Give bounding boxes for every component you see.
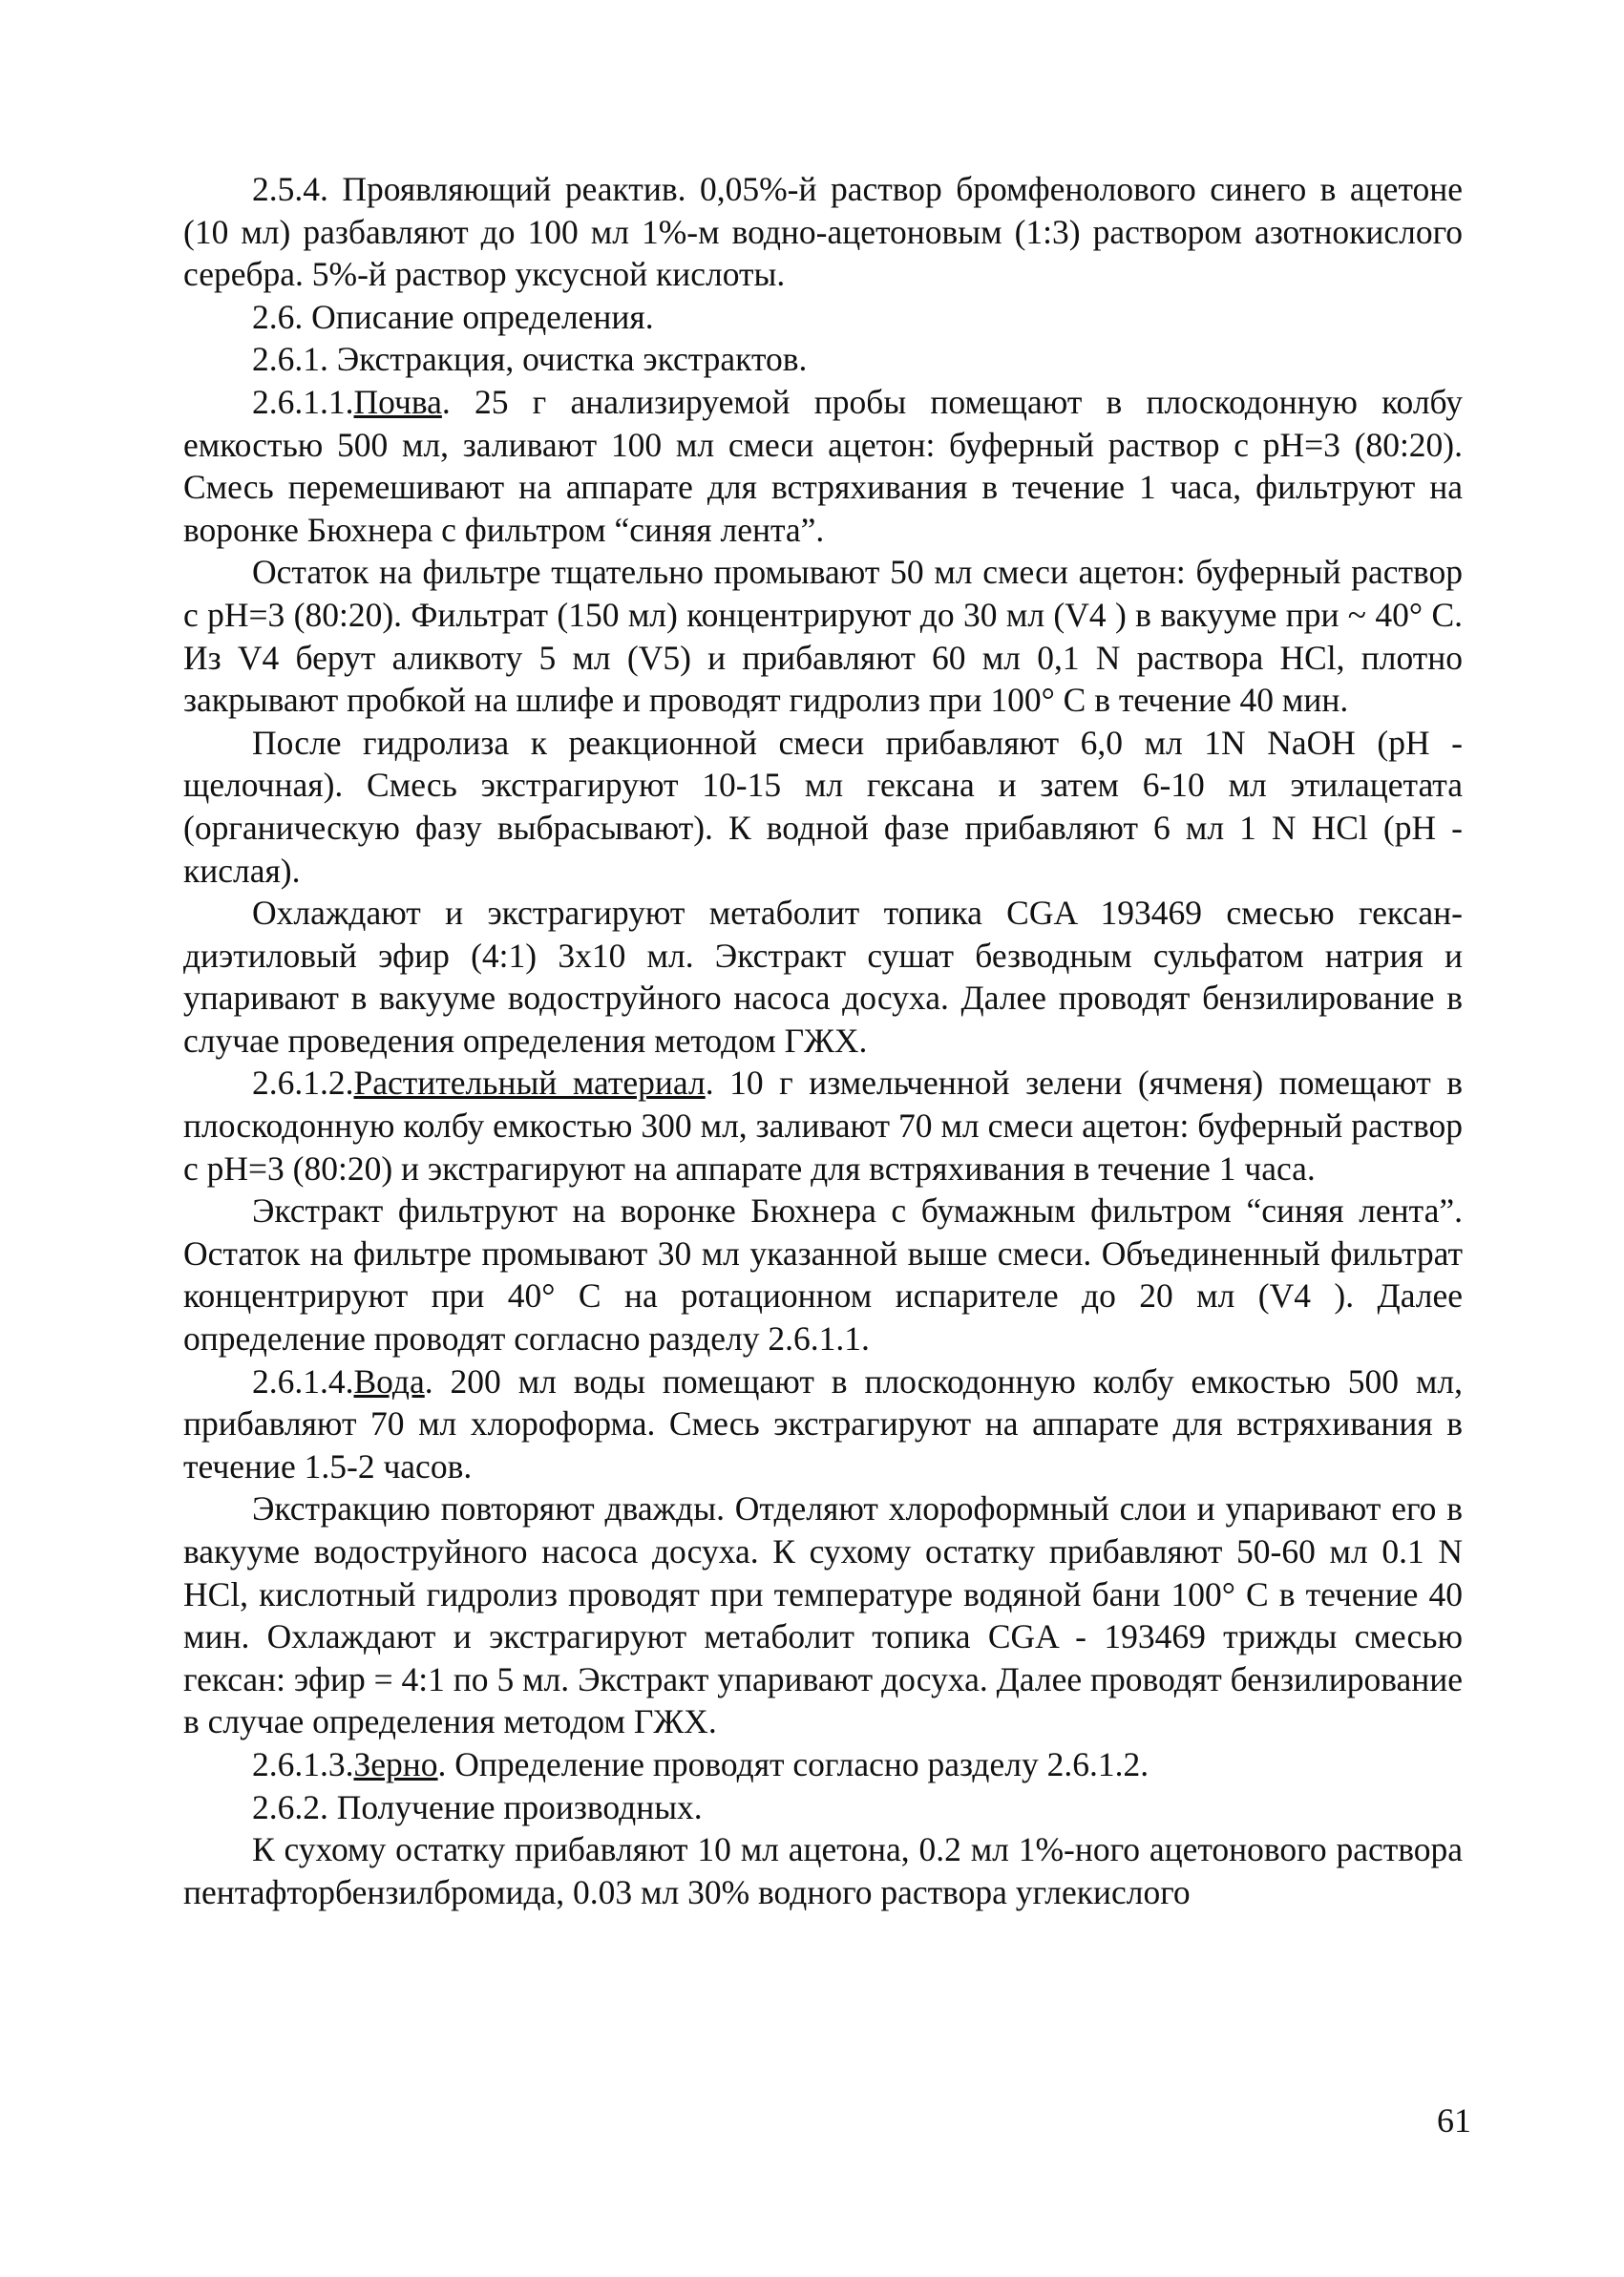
paragraph-extract-filter <box>183 1190 1463 1360</box>
paragraph-repeat-extraction <box>183 1487 1463 1743</box>
section-number: 2.6.1.4. <box>252 1361 354 1401</box>
page-number: 61 <box>1437 2101 1471 2140</box>
section-title-water: Вода <box>353 1361 425 1401</box>
paragraph-text: Экстракцию повторяют дважды. Отделяют хлороформный слои и упаривают его в вакууме водоструйного насоса досуха. К сухому остатку прибавляют 50-60 мл 0.1 N HCl, кислотный гидролиз проводят при температуре водяной бани 100° С в течение 40 мин. Охлаждают и экстрагируют метаболит топика CGA - 193469 трижды смесью гексан: эфир = 4:1 по 5 мл. Экстракт упаривают досуха. Далее проводят бензилирование в случае определения методом ГЖХ. <box>183 1489 1463 1741</box>
paragraph-text: 2.6.1. Экстракция, очистка экстрактов. <box>252 340 808 379</box>
paragraph-cooling <box>183 892 1463 1062</box>
paragraph-water <box>183 1360 1463 1488</box>
paragraph-text: Экстракт фильтруют на воронке Бюхнера с бумажным фильтром “синяя лента”. Остаток на фильтре промывают 30 мл указанной выше смеси. Объединенный фильтрат концентрируют при 40° С на ротационном испарителе до 20 мл (V4 ). Далее определение проводят согласно разделу 2.6.1.1. <box>183 1191 1463 1359</box>
paragraph-text: После гидролиза к реакционной смеси прибавляют 6,0 мл 1N NaOH (pH - щелочная). Смесь экстрагируют 10-15 мл гексана и затем 6-10 мл этилацетата (органическую фазу выбрасывают). К водной фазе прибавляют 6 мл 1 N HCl (pH - кислая). <box>183 723 1463 890</box>
heading-description <box>183 296 1463 339</box>
section-title-plant-material: Растительный материал <box>353 1064 706 1103</box>
section-number: 2.6.1.2. <box>252 1064 354 1103</box>
section-title-grain: Зерно <box>353 1744 438 1783</box>
paragraph-text: . 25 г анализируемой пробы помещают в плоскодонную колбу емкостью 500 мл, заливают 100 мл смеси ацетон: буферный раствор с pH=3 (80:20). Смесь перемешивают на аппарате для встряхивания в течение 1 часа, фильтруют на воронке Бюхнера с фильтром “синяя лента”. <box>183 382 1463 549</box>
section-title-soil: Почва <box>353 382 442 421</box>
document-page <box>183 168 1463 1913</box>
heading-extraction <box>183 338 1463 381</box>
heading-derivatives <box>183 1786 1463 1829</box>
section-number: 2.6.1.3. <box>252 1744 354 1783</box>
paragraph-text: . Определение проводят согласно разделу 2.6.1.2. <box>437 1744 1149 1783</box>
paragraph-after-hydrolysis <box>183 722 1463 892</box>
paragraph-filter-residue <box>183 551 1463 721</box>
paragraph-grain <box>183 1743 1463 1786</box>
paragraph-text: Охлаждают и экстрагируют метаболит топика CGA 193469 смесью гексан-диэтиловый эфир (4:1) 3x10 мл. Экстракт сушат безводным сульфатом натрия и упаривают в вакууме водоструйного насоса досуха. Далее проводят бензилирование в случае проведения определения методом ГЖХ. <box>183 894 1463 1060</box>
paragraph-text: . 200 мл воды помещают в плоскодонную колбу емкостью 500 мл, прибавляют 70 мл хлороформа. Смесь экстрагируют на аппарате для встряхивания в течение 1.5-2 часов. <box>183 1361 1463 1486</box>
paragraph-soil <box>183 381 1463 551</box>
paragraph-text: Остаток на фильтре тщательно промывают 50 мл смеси ацетон: буферный раствор с pH=3 (80:20). Фильтрат (150 мл) концентрируют до 30 мл (V4 ) в вакууме при ~ 40° С. Из V4 берут аликвоту 5 мл (V5) и прибавляют 60 мл 0,1 N раствора HCl, плотно закрывают пробкой на шлифе и проводят гидролиз при 100° С в течение 40 мин. <box>183 553 1463 720</box>
section-number: 2.6.1.1. <box>252 382 354 421</box>
paragraph-text: . 10 г измельченной зелени (ячменя) помещают в плоскодонную колбу емкостью 300 мл, заливают 70 мл смеси ацетон: буферный раствор с pH=3 (80:20) и экстрагируют на аппарате для встряхивания в течение 1 часа. <box>183 1064 1464 1188</box>
paragraph-reagent <box>183 168 1463 296</box>
paragraph-text: 2.6.2. Получение производных. <box>252 1787 703 1826</box>
paragraph-text: 2.5.4. Проявляющий реактив. 0,05%-й раствор бромфенолового синего в ацетоне (10 мл) разбавляют до 100 мл 1%-м водно-ацетоновым (1:3) раствором азотнокислого серебра. 5%-й раствор уксусной кислоты. <box>183 170 1463 294</box>
paragraph-plant-material <box>183 1062 1463 1190</box>
paragraph-text: К сухому остатку прибавляют 10 мл ацетона, 0.2 мл 1%-ного ацетонового раствора пентафторбензилбромида, 0.03 мл 30% водного раствора углекислого <box>183 1830 1463 1911</box>
paragraph-text: 2.6. Описание определения. <box>252 297 654 336</box>
paragraph-dry-residue <box>183 1828 1463 1913</box>
